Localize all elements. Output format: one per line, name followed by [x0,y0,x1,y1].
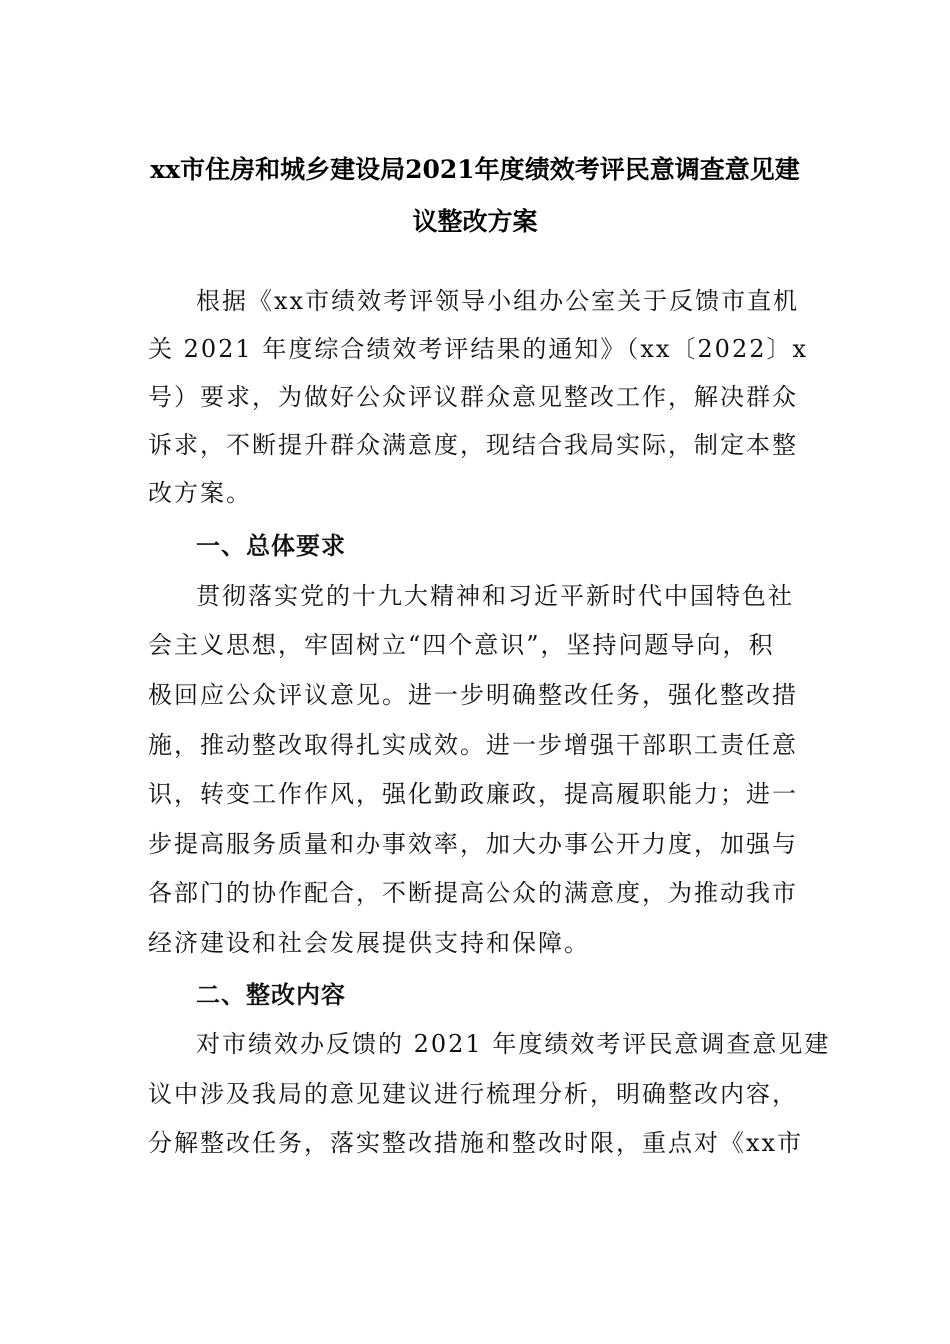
paragraph-line: 识，转变工作作风，强化勤政廉政，提高履职能力；进一 [148,780,798,808]
paragraph-line: 经济建设和社会发展提供支持和保障。 [148,929,590,957]
paragraph-line: 会主义思想，牢固树立“四个意识”，坚持问题导向，积 [148,631,775,659]
paragraph-line: 各部门的协作配合，不断提高公众的满意度，为推动我市 [148,879,798,907]
paragraph-line: 步提高服务质量和办事效率，加大办事公开力度，加强与 [148,830,798,858]
section-heading-2: 二、整改内容 [196,981,346,1009]
paragraph-line: 议中涉及我局的意见建议进行梳理分析，明确整改内容， [148,1080,798,1108]
paragraph-line: 分解整改任务，落实整改措施和整改时限，重点对《xx市 [148,1129,804,1157]
section-heading-1: 一、总体要求 [196,532,346,560]
document-title-line-2: 议整改方案 [412,207,538,236]
paragraph-line: 根据《xx市绩效考评领导小组办公室关于反馈市直机 [196,287,800,315]
paragraph-line: 诉求，不断提升群众满意度，现结合我局实际，制定本整 [148,431,798,459]
paragraph-line: 号）要求，为做好公众评议群众意见整改工作，解决群众 [148,383,798,411]
paragraph-line: 改方案。 [148,479,252,507]
document-title-line-1: xx市住房和城乡建设局2021年度绩效考评民意调查意见建 [150,155,800,184]
paragraph-line: 施，推动整改取得扎实成效。进一步增强干部职工责任意 [148,731,798,759]
paragraph-line: 贯彻落实党的十九大精神和习近平新时代中国特色社 [196,582,794,610]
paragraph-line: 对市绩效办反馈的 2021 年度绩效考评民意调查意见建 [196,1030,831,1058]
paragraph-line: 关 2021 年度综合绩效考评结果的通知》（xx〔2022〕x [148,335,809,363]
paragraph-line: 极回应公众评议意见。进一步明确整改任务，强化整改措 [148,681,798,709]
